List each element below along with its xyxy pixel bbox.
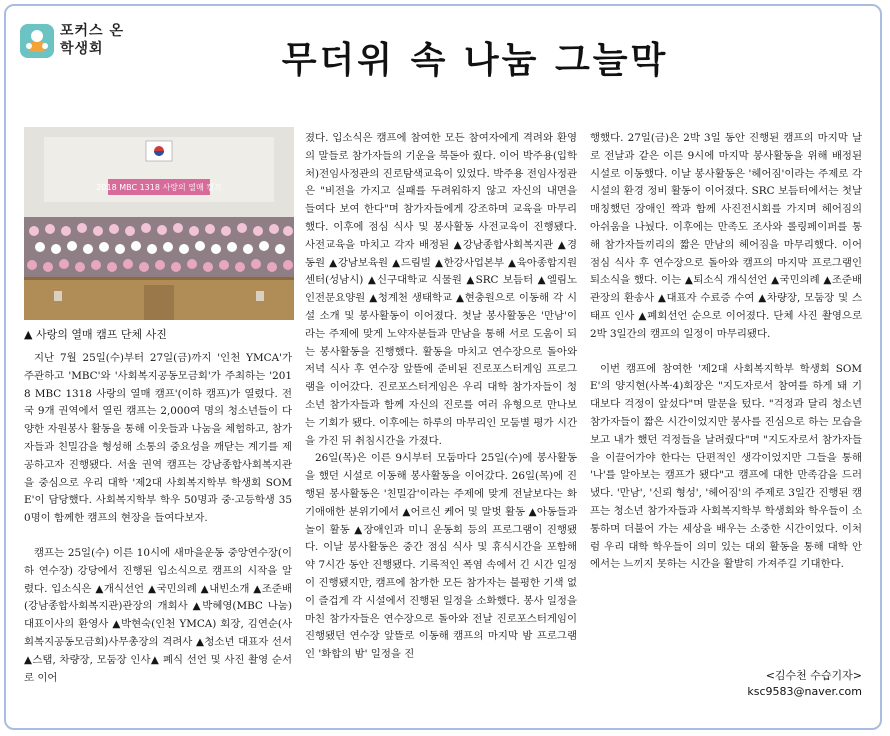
- group-photo: [24, 127, 294, 320]
- paragraph: 행했다. 27일(금)은 2박 3일 동안 진행된 캠프의 마지막 날로 전날과 같은 이른 9시에 마지막 봉사활동을 위해 배정된 시설로 이동했다. 이날 봉사활동은 '헤어짐'이라는 주제로 각 시설의 환경 정비 활동이 이어졌다. SRC 보듬터에서는 첫날 매칭했던 장애인 짝과 함께 사진전시회를 가지며 헤어짐의 아쉬움을 나눴다. 이후에는 만족도 조사와 롤링페이퍼를 통해 참가자들끼리의 짧은 만남의 헤어짐을 마무리했다. 이어 점심 식사 후 연수장으로 돌아와 캠프의 마지막 프로그램인 퇴소식을 했다. 이는 ▲퇴소식 개식선언 ▲국민의례 ▲조준배 관장의 환송사 ▲대표자 수료증 수여 ▲차량장, 모둠장 및 스태프 인사 ▲폐회선언 순으로 이어졌다. 단체 사진 촬영으로 2박 3일간의 캠프의 일정이 마무리됐다.: [590, 132, 862, 340]
- reporter-email: ksc9583@naver.com: [747, 685, 862, 698]
- reporter-name: <김수천 수습기자>: [765, 669, 862, 682]
- student-council-icon: [20, 24, 54, 58]
- article-column-3: [590, 130, 862, 574]
- article-column-1: [24, 350, 292, 687]
- photo-caption: ▲ 사랑의 열매 캠프 단체 사진: [24, 328, 167, 341]
- section-label-line2: 학생회: [60, 41, 104, 57]
- paragraph: 캠프는 25일(수) 이른 10시에 새마을운동 중앙연수장(이하 연수장) 강당에서 진행된 입소식으로 캠프의 시작을 알렸다. 입소식은 ▲개식선언 ▲국민의례 ▲내빈소개 ▲조준배(강남종합사회복지관)관장의 개회사 ▲박혜영(MBC 나눔)대표이사의 환영사 ▲박현숙(인천 YMCA) 회장, 김연순(사회복지공동모금회)사무총장의 격려사 ▲청소년 대표자 선서 ▲스탭, 차량장, 모둠장 인사▲ 폐식 선언 및 사진 촬영 순서로 이어: [24, 546, 292, 684]
- paragraph: 26일(목)은 이른 9시부터 모둠마다 25일(수)에 봉사활동을 했던 시설로 이동해 봉사활동을 이어갔다. 26일(목)에 진행된 봉사활동은 '친밀감'이라는 주제에 맞게 전날보다는 화기애애한 분위기에서 ▲어르신 케어 및 말벗 활동 ▲아동들과 놀이 활동 ▲장애인과 미니 운동회 등의 프로그램이 진행됐다. 이날 봉사활동은 중간 점심 식사 및 휴식시간을 포함해 약 7시간 동안 진행됐다. 기록적인 폭염 속에서 긴 시간 일정이 진행됐지만, 캠프에 참가한 모든 참가자는 불평한 기색 없이 즐겁게 각 시설에서 진행된 일정을 소화했다. 봉사 일정을 마친 참가자들은 연수장으로 돌아와 전날 진로포스터게임이 진행됐던 연수장 앞뜰로 이동해 캠프의 마지막 밤 프로그램인 '화합의 밤' 일정을 진: [305, 452, 577, 661]
- section-label-line1: 포커스 온: [60, 23, 124, 39]
- banner-text: 2018 MBC 1318 사랑의 열매 캠프: [96, 183, 222, 192]
- paragraph: 지난 7월 25일(수)부터 27일(금)까지 '인천 YMCA'가 주관하고 'MBC'와 '사회복지공동모금회'가 주최하는 '2018 MBC 1318 사랑의 열매 캠프'(이하 캠프)가 열렸다. 전국 9개 권역에서 열린 캠프는 2,000여 명의 청소년들이 다양한 자원봉사 활동을 통해 이웃들과 나눔을 체험하고, 참가자들과 친밀감을 형성해 소통의 중요성을 깨닫는 계기를 제공하고자 진행됐다. 서울 권역 캠프는 강남종합사회복지관을 중심으로 우리 대학 '제2대 사회복지학부 학생회 SOME'이 담당했다. 사회복지학부 학우 50명과 중·고등학생 350명이 함께한 캠프의 현장을 들여다보자.: [24, 352, 292, 525]
- article-column-2: [305, 130, 577, 664]
- paragraph: 졌다. 입소식은 캠프에 참여한 모든 참여자에게 격려와 환영의 말들로 참가자들의 기운을 북돋아 줬다. 이어 박주용(입학처)전임사정관의 진로탐색교육이 있었다. 박주용 전임사정관은 "비전을 가지고 실패를 두려워하지 않고 자신의 내면을 들여다 보여 한다"며 참가자들에게 강조하며 교육을 마무리했다. 이후에 점심 식사 및 봉사활동 사전교육이 진행됐다. 사전교육을 마치고 각자 배정된 ▲강남종합사회복지관 ▲경동원 ▲강남보육원 ▲드림빌 ▲한강사업본부 ▲육아종합지원센터(성남시) ▲신구대학교 식물원 ▲SRC 보듬터 ▲엘림노인전문요양원 ▲청계천 생태학교 ▲현충원으로 이동해 각 시설 소개 및 봉사활동이 이어졌다. 첫날 봉사활동은 '만남'이라는 주제에 맞게 노약자분들과 만남을 통해 서로 도움이 되는 봉사활동을 진행했다. 활동을 마치고 연수장으로 돌아와 저녁 식사 후 연수장 앞뜰에 준비된 진로포스터게임 프로그램을 이어갔다. 진로포스터게임은 우리 대학 참가자들이 청소년 참가자들과 함께 자신의 진로를 여러 유형으로 만나보는 기회가 됐다. 이후에는 하루의 마무리인 모둠별 평가 시간을 가진 뒤 취침시간을 가졌다.: [305, 132, 577, 447]
- paragraph: 이번 캠프에 참여한 '제2대 사회복지학부 학생회 SOME'의 양지현(사복·4)회장은 "지도자로서 참여를 하게 돼 기대보다 걱정이 앞섰다"며 말문을 텄다. "걱정과 달리 청소년 참가자들이 짧은 시간이었지만 봉사를 진심으로 하는 모습을 보고 내가 했던 걱정들을 날려줬다"며 "지도자로서 참가자들을 이끌어가야 한다는 단편적인 생각이었지만 그들을 통해 '나'를 알아보는 캠프가 됐다"고 캠프에 대한 만족감을 드러냈다. '만남', '신뢰 형성', '헤어짐'의 주제로 3일간 진행된 캠프는 청소년 참가자들과 사회복지학부 학생회와 학우들이 소통하며 더불어 가는 세상을 배우는 소중한 시간이었다. 이처럼 우리 대학 학우들이 의미 있는 대외 활동을 통해 대학 안에서는 느끼지 못하는 시간을 활발히 가져주길 기대한다.: [590, 362, 862, 571]
- byline: [747, 668, 862, 700]
- article-title: 무더위 속 나눔 그늘막: [281, 39, 669, 81]
